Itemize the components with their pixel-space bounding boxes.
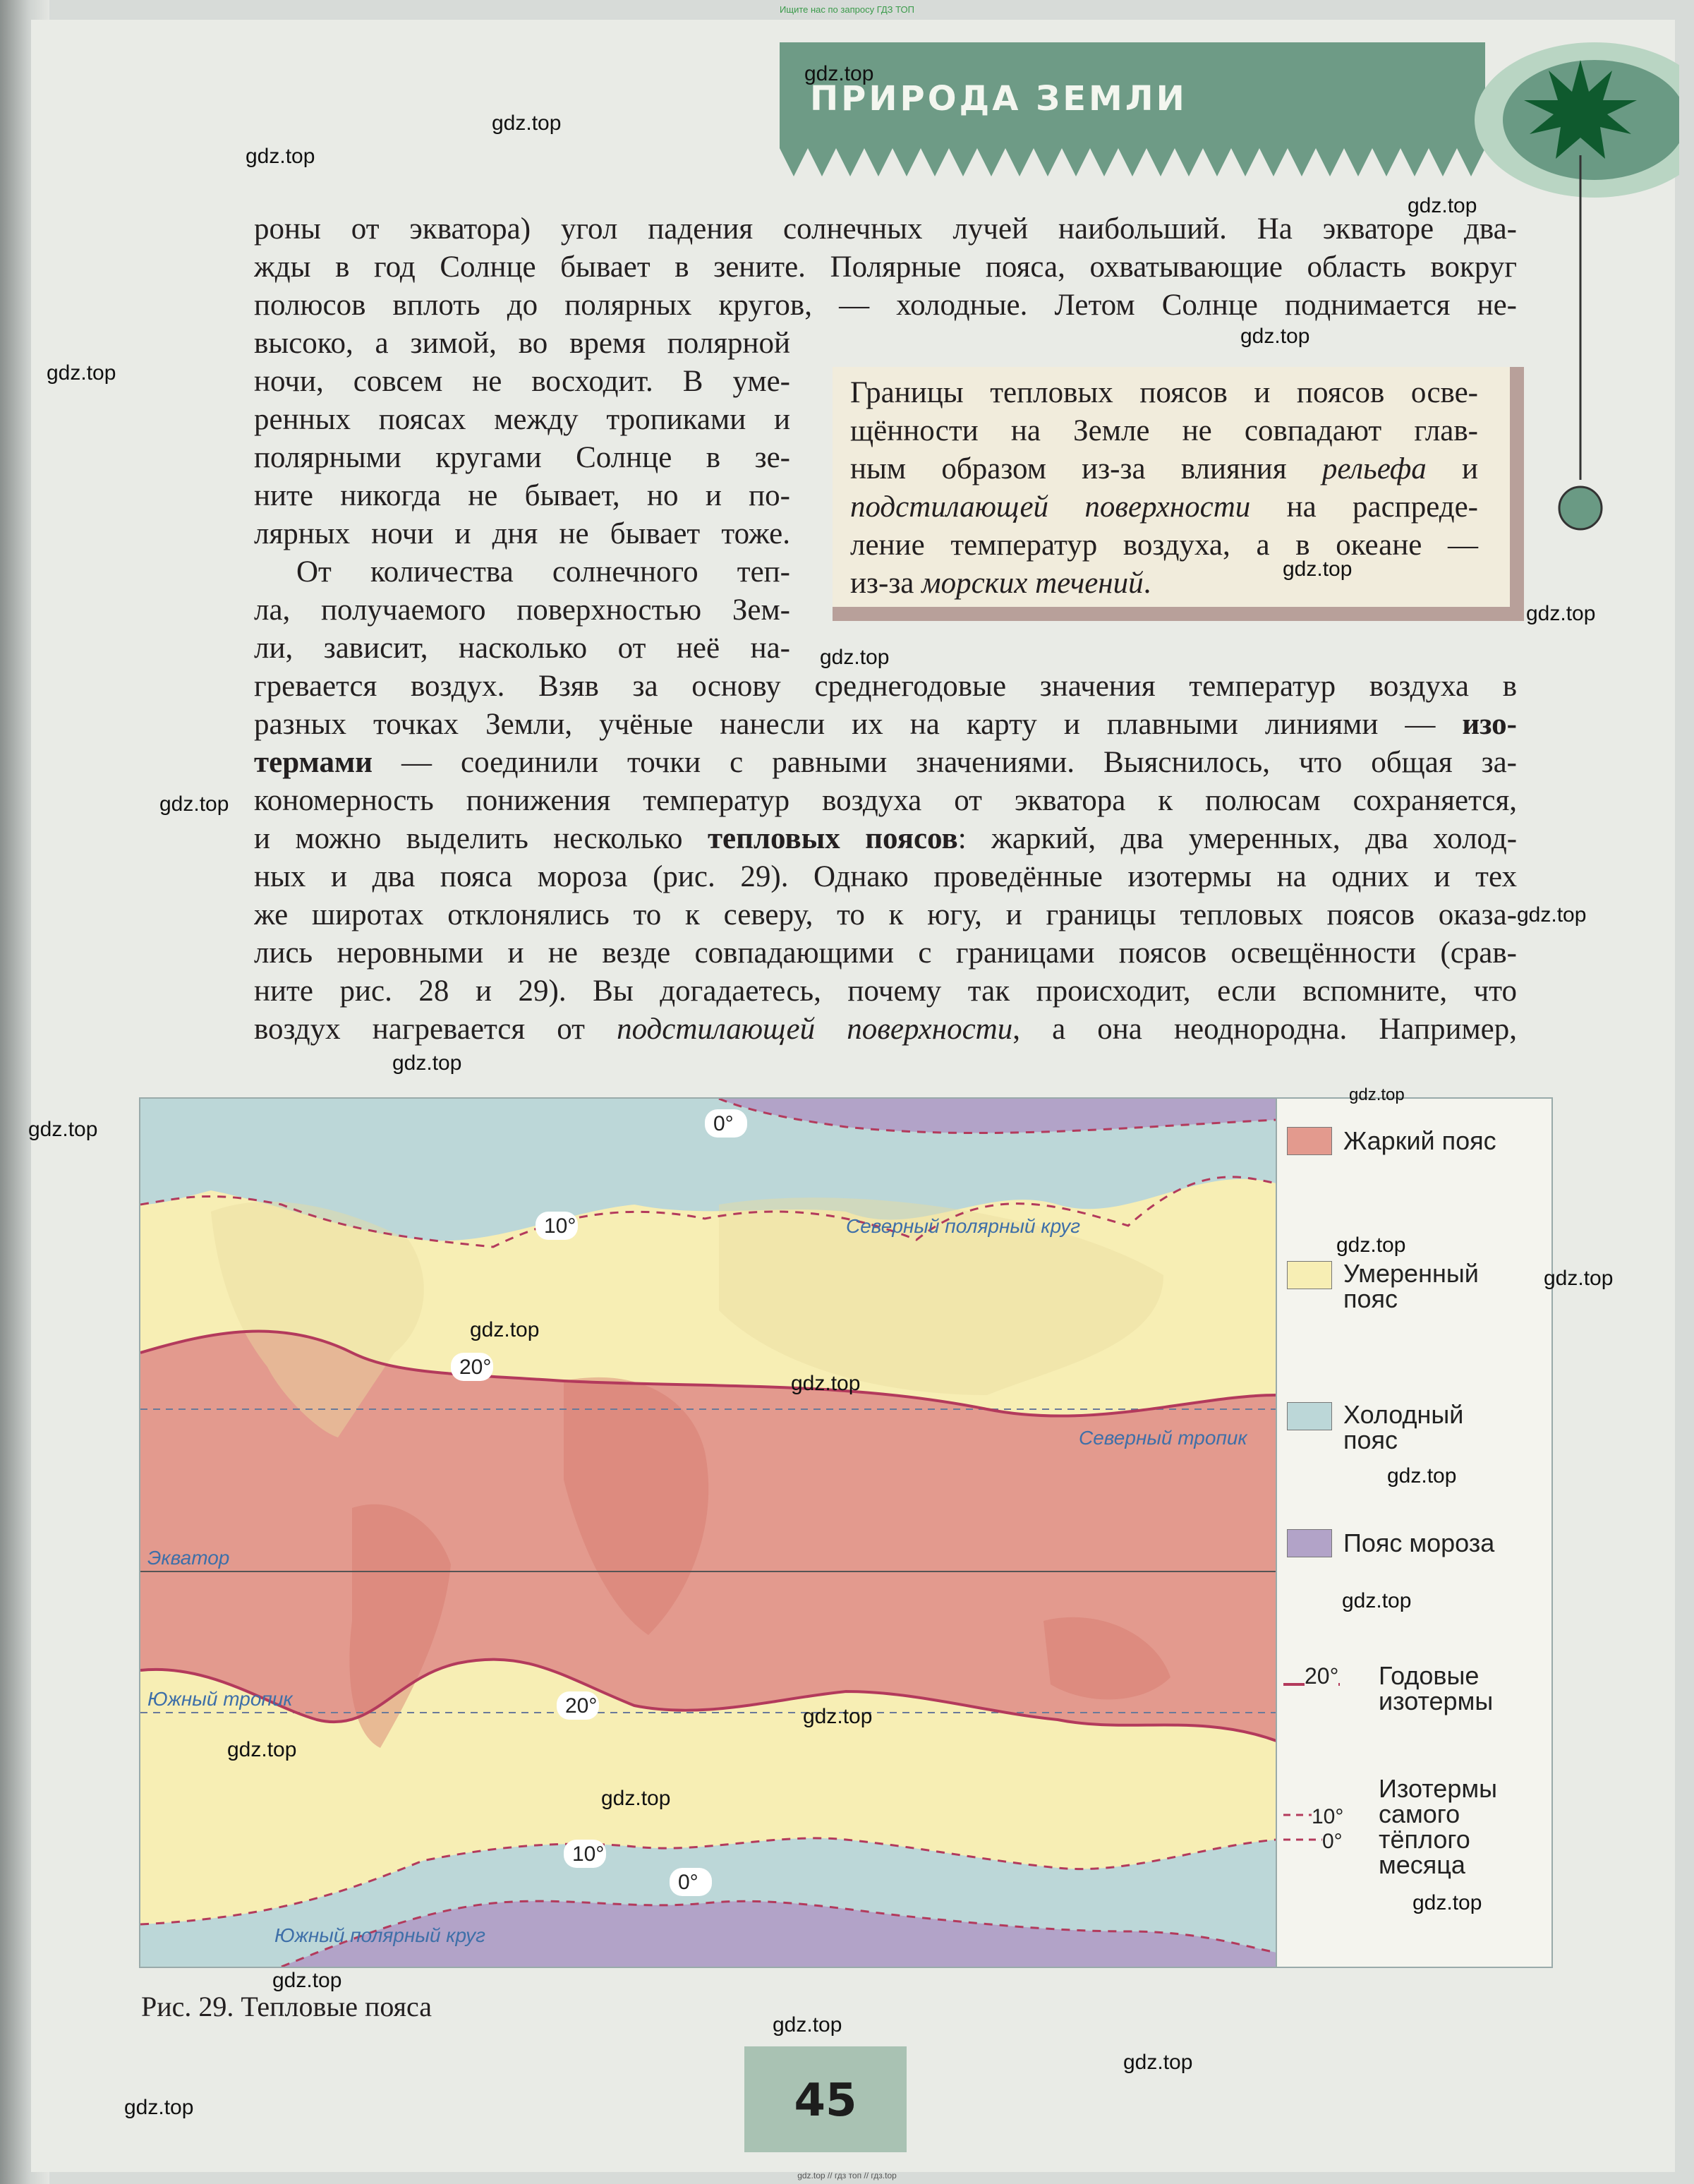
text-line: роны от экватора) угол падения солнечных лучей наибольший. На экваторе два- [254, 212, 1517, 246]
isotherm-0-north-label: 0° [713, 1112, 734, 1135]
watermark: gdz.top [1544, 1267, 1614, 1290]
note-line: Границы тепловых поясов и поясов осве- [850, 376, 1478, 409]
watermark: gdz.top [28, 1118, 98, 1141]
isotherm-0-south-label: 0° [678, 1871, 698, 1894]
text-line: жды в год Солнце бывает в зените. Полярные пояса, охватывающие область вокруг [254, 251, 1517, 284]
legend-frost: Пояс мороза [1343, 1528, 1495, 1557]
watermark: gdz.top [803, 1705, 873, 1728]
legend-isotherm-value: 20° [1305, 1663, 1339, 1689]
watermark: gdz.top [227, 1738, 297, 1761]
legend-temperate: Умеренный пояс [1343, 1259, 1479, 1313]
watermark: gdz.top [124, 2096, 194, 2119]
text-line: ночи, совсем не восходит. В уме- [254, 365, 790, 398]
text-line: ните никогда не бывает, но и по- [254, 479, 790, 512]
watermark: gdz.top [1387, 1464, 1457, 1488]
tropic-north-label: Северный тропик [1079, 1427, 1247, 1449]
watermark: gdz.top [47, 361, 116, 385]
page-number: 45 [794, 2075, 857, 2127]
legend-warm-month-isotherms: Изотермы самого тёплого месяца [1379, 1774, 1497, 1879]
legend-warm-0: 0° [1322, 1830, 1343, 1853]
isotherm-10-south-label: 10° [572, 1842, 605, 1866]
watermark: gdz.top [392, 1051, 462, 1075]
text-line: полюсов вплоть до полярных кругов, — холодные. Летом Солнце поднимается не- [254, 289, 1517, 322]
text-line: ла, получаемого поверхностью Зем- [254, 593, 790, 627]
antarctic-circle-label: Южный полярный круг [274, 1924, 485, 1946]
watermark: gdz.top [272, 1969, 342, 1992]
watermark: gdz.top [159, 792, 229, 816]
text-line: ли, зависит, насколько от неё на- [254, 632, 790, 665]
watermark: gdz.top [1526, 602, 1596, 625]
bottom-note: gdz.top // гдз топ // гдз.top [797, 2171, 897, 2180]
legend-swatch-cold [1287, 1402, 1332, 1430]
figure-caption: Рис. 29. Тепловые пояса [141, 1991, 432, 2022]
watermark: gdz.top [1408, 194, 1477, 217]
watermark: gdz.top [773, 2013, 842, 2037]
text-line: термами — соединили точки с равными значениями. Выяснилось, что общая за- [254, 746, 1517, 779]
note-line: ление температур воздуха, а в океане — [850, 529, 1478, 562]
watermark: gdz.top [1342, 1589, 1412, 1612]
text-line: лись неровными и не везде совпадающими с границами поясов освещённости (срав- [254, 936, 1517, 970]
watermark: gdz.top [1349, 1085, 1405, 1104]
watermark: gdz.top [791, 1372, 861, 1395]
page-number-box [744, 2046, 907, 2152]
text-line: От количества солнечного теп- [296, 555, 790, 589]
text-line: ренных поясах между тропиками и [254, 403, 790, 436]
watermark: gdz.top [820, 646, 890, 669]
arctic-circle-label: Северный полярный круг [846, 1215, 1081, 1237]
watermark: gdz.top [1412, 1891, 1482, 1914]
legend-cold: Холодный пояс [1343, 1400, 1464, 1454]
isotherm-10-north-label: 10° [544, 1214, 576, 1238]
note-line: щённости на Земле не совпадают глав- [850, 414, 1478, 447]
text-line: лярных ночи и дня не бывает тоже. [254, 517, 790, 550]
top-note: Ищите нас по запросу ГДЗ ТОП [780, 4, 914, 15]
watermark: gdz.top [1336, 1233, 1406, 1257]
legend-warm-10: 10° [1312, 1805, 1344, 1828]
legend-annual-isotherms: Годовые изотермы [1379, 1661, 1494, 1715]
text-line: ните рис. 28 и 29). Вы догадаетесь, почему так происходит, если вспомните, что [254, 975, 1517, 1008]
isotherm-20-south-label: 20° [565, 1694, 598, 1718]
legend-swatch-temperate [1287, 1261, 1332, 1289]
watermark: gdz.top [1123, 2051, 1193, 2074]
note-line: подстилающей поверхности на распреде- [850, 490, 1478, 524]
watermark: gdz.top [1283, 557, 1353, 581]
text-line: ных и два пояса мороза (рис. 29). Однако проведённые изотермы на одних и тех [254, 860, 1517, 893]
badge-connector [1538, 169, 1623, 536]
watermark: gdz.top [601, 1787, 671, 1810]
isotherm-20-north-label: 20° [459, 1356, 492, 1379]
text-line: гревается воздух. Взяв за основу среднегодовые значения температур воздуха в [254, 670, 1517, 703]
note-line: из-за морских течений. [850, 567, 1151, 600]
section-title: ПРИРОДА ЗЕМЛИ [810, 79, 1187, 119]
text-line: полярными кругами Солнце в зе- [254, 441, 790, 474]
text-line: и можно выделить несколько тепловых поясов: жаркий, два умеренных, два холод- [254, 822, 1517, 855]
watermark: gdz.top [1240, 325, 1310, 348]
text-line: высоко, а зимой, во время полярной [254, 327, 790, 360]
tropic-south-label: Южный тропик [147, 1688, 293, 1710]
watermark: gdz.top [492, 111, 562, 135]
text-line: кономерность понижения температур воздуха от экватора к полюсам сохраняется, [254, 784, 1517, 817]
thermal-zones-map [139, 1097, 1553, 1968]
watermark: gdz.top [470, 1318, 540, 1341]
watermark: gdz.top [804, 62, 874, 85]
watermark: gdz.top [246, 145, 315, 168]
note-line: ным образом из-за влияния рельефа и [850, 452, 1479, 485]
text-line: воздух нагревается от подстилающей поверхности, а она неоднородна. Например, [254, 1013, 1517, 1046]
text-line: же широтах отклонялись то к северу, то к югу, и границы тепловых поясов оказа- [254, 898, 1517, 931]
text-line: разных точках Земли, учёные нанесли их на карту и плавными линиями — изо- [254, 708, 1517, 741]
legend-swatch-frost [1287, 1529, 1332, 1557]
watermark: gdz.top [1517, 903, 1587, 927]
equator-label: Экватор [147, 1547, 230, 1569]
legend-hot: Жаркий пояс [1343, 1126, 1496, 1155]
legend-swatch-hot [1287, 1127, 1332, 1155]
